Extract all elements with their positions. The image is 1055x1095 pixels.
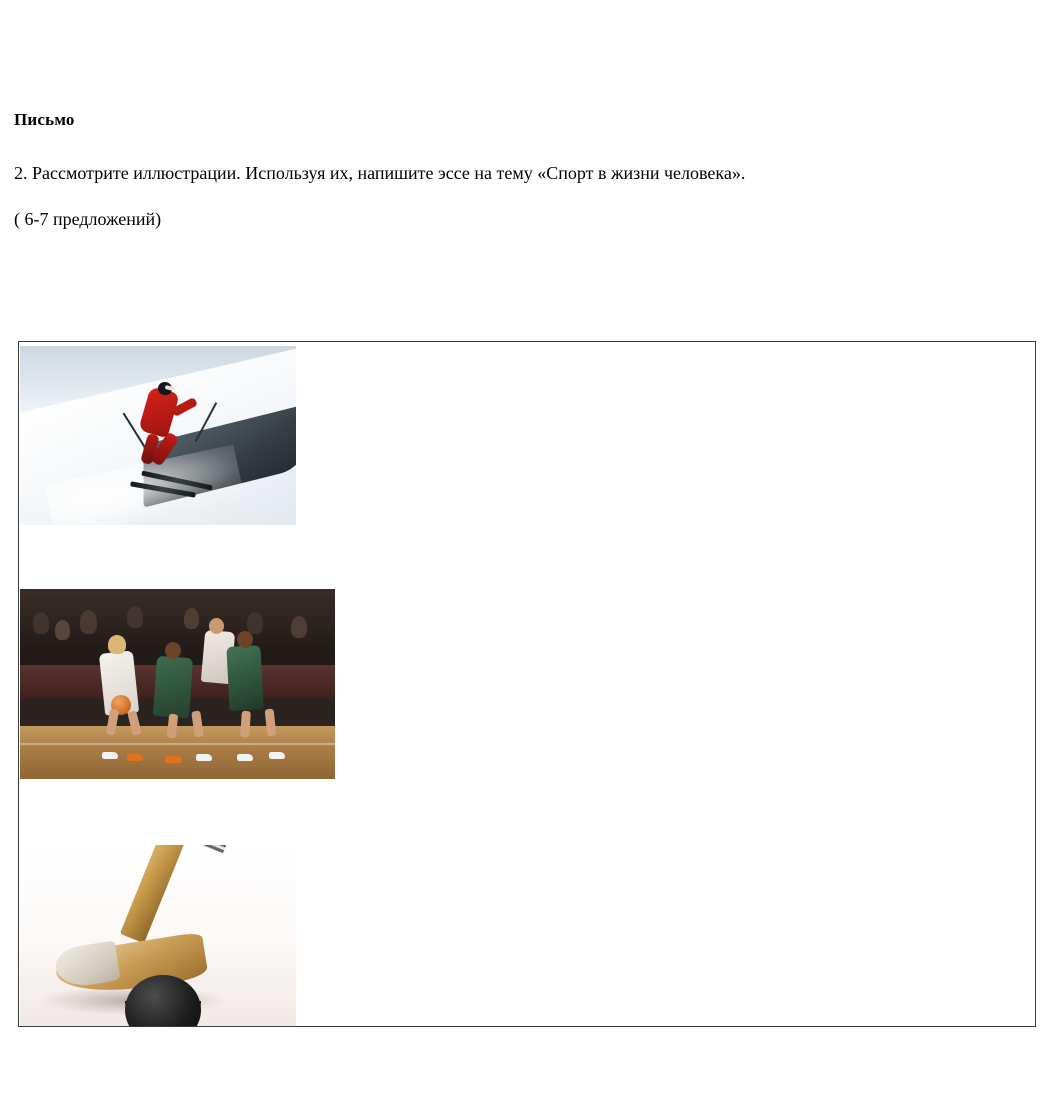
crowd-figure — [127, 606, 143, 628]
player-shoe — [237, 754, 253, 761]
task-instruction: 2. Рассмотрите иллюстрации. Используя их, напишите эссе на тему «Спорт в жизни человека». — [14, 163, 746, 183]
photo-skier — [20, 346, 296, 525]
player-head — [209, 618, 224, 634]
basketball-player-green-right — [226, 645, 263, 711]
player-shoe — [127, 754, 143, 761]
player-head — [165, 642, 181, 659]
crowd-figure — [184, 608, 199, 629]
crowd-figure — [33, 612, 49, 634]
player-hair — [108, 635, 126, 654]
player-leg — [191, 710, 204, 737]
illustration-panel — [18, 341, 1036, 1027]
player-shoe — [102, 752, 118, 759]
player-shoe — [196, 754, 212, 761]
photo-basketball — [20, 589, 335, 779]
photo-hockey — [20, 845, 296, 1026]
crowd-figure — [247, 612, 263, 634]
player-leg — [240, 710, 251, 737]
player-shoe — [165, 756, 182, 763]
crowd-figure — [291, 616, 307, 638]
crowd-figure — [80, 610, 97, 634]
crowd-figure — [55, 620, 70, 640]
basketball-player-green-center — [153, 656, 193, 718]
page-title: Письмо — [14, 110, 75, 129]
task-length-requirement: ( 6-7 предложений) — [14, 209, 162, 229]
player-shoe — [269, 752, 285, 759]
hockey-stick-shaft — [120, 845, 200, 944]
hockey-stick-tape — [197, 845, 236, 854]
player-leg — [264, 708, 276, 736]
basketball-court-line — [20, 743, 335, 745]
basketball-court-floor — [20, 726, 335, 779]
